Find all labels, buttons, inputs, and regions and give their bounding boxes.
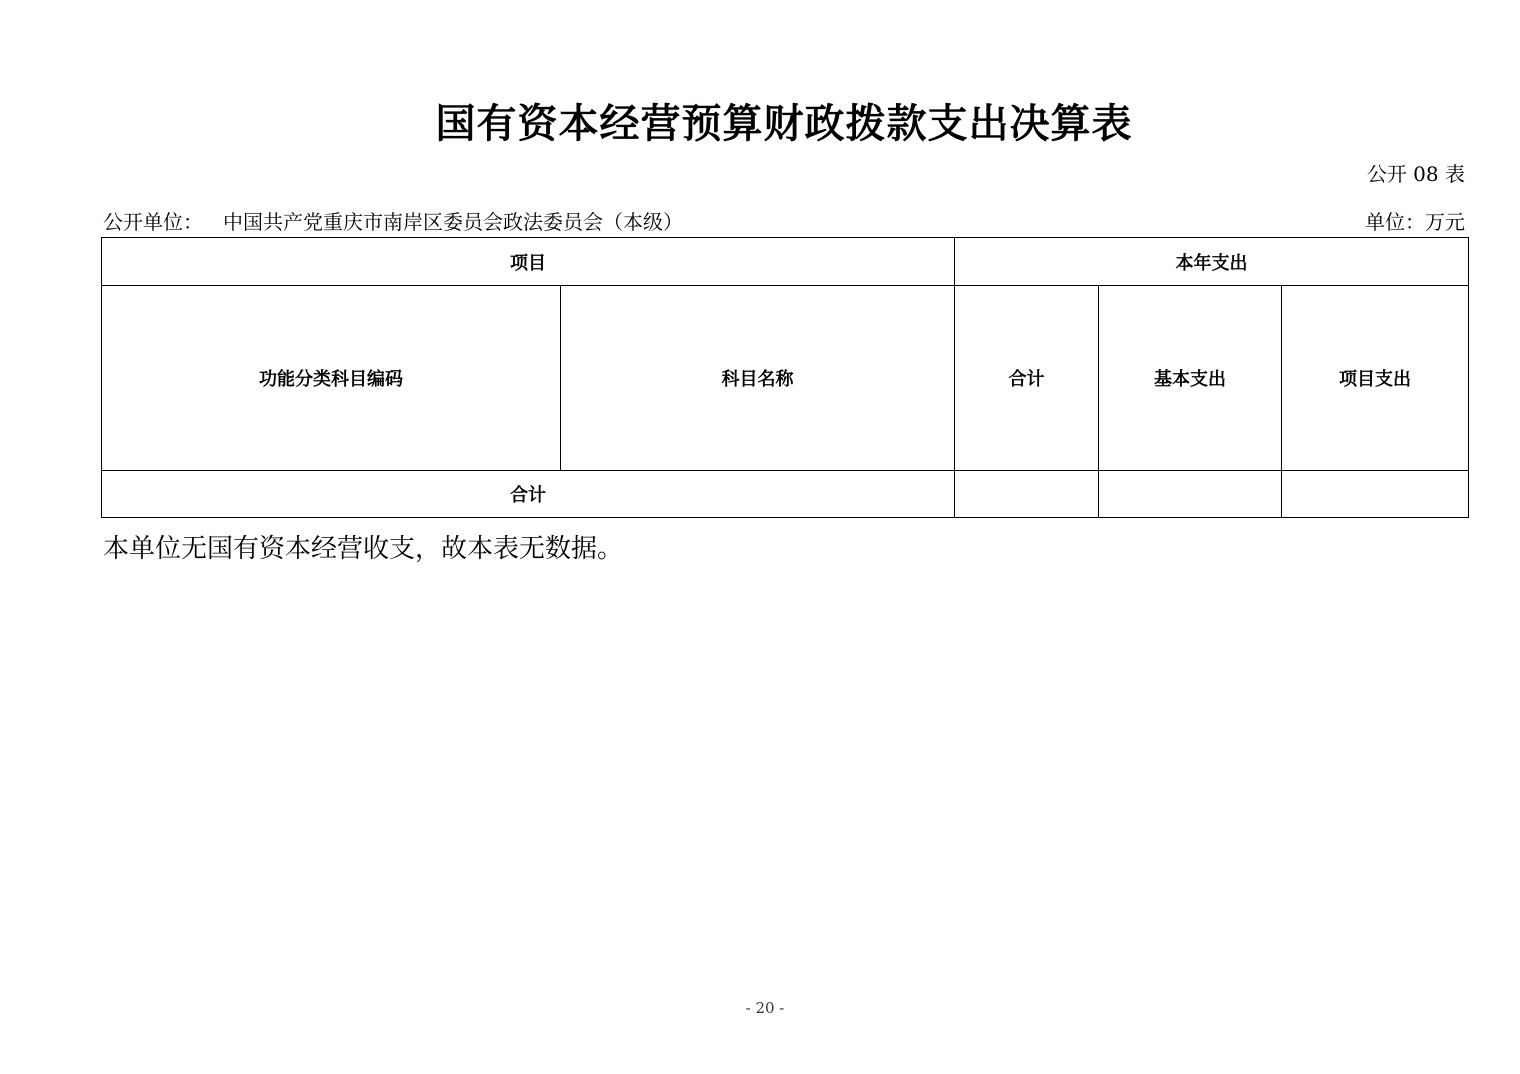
table-number: 公开 08 表 [1366,162,1465,186]
document-title: 国有资本经营预算财政拨款支出决算表 [435,101,1133,147]
header-total: 合计 [955,286,1099,471]
header-project-expense: 项目支出 [1282,286,1469,471]
total-row-project-value [1282,471,1469,518]
reporting-unit [103,206,683,235]
currency-unit: 单位：万元 [1365,210,1465,234]
total-row-label: 合计 [102,471,955,518]
reporting-unit-name: 中国共产党重庆市南岸区委员会政法委员会（本级） [223,210,683,234]
header-project: 项目 [102,238,955,286]
table-header-row-2 [102,286,1469,471]
table-header-row-1 [102,238,1469,286]
no-data-note: 本单位无国有资本经营收支，故本表无数据。 [103,534,624,564]
table-total-row [102,471,1469,518]
page-number: - 20 - [745,999,785,1017]
total-row-total-value [955,471,1099,518]
reporting-unit-label: 公开单位： [103,210,203,234]
header-basic-expense: 基本支出 [1099,286,1282,471]
header-year-expense: 本年支出 [955,238,1469,286]
header-subject-name: 科目名称 [561,286,955,471]
expenditure-table [101,237,1469,518]
total-row-basic-value [1099,471,1282,518]
header-function-code: 功能分类科目编码 [102,286,561,471]
